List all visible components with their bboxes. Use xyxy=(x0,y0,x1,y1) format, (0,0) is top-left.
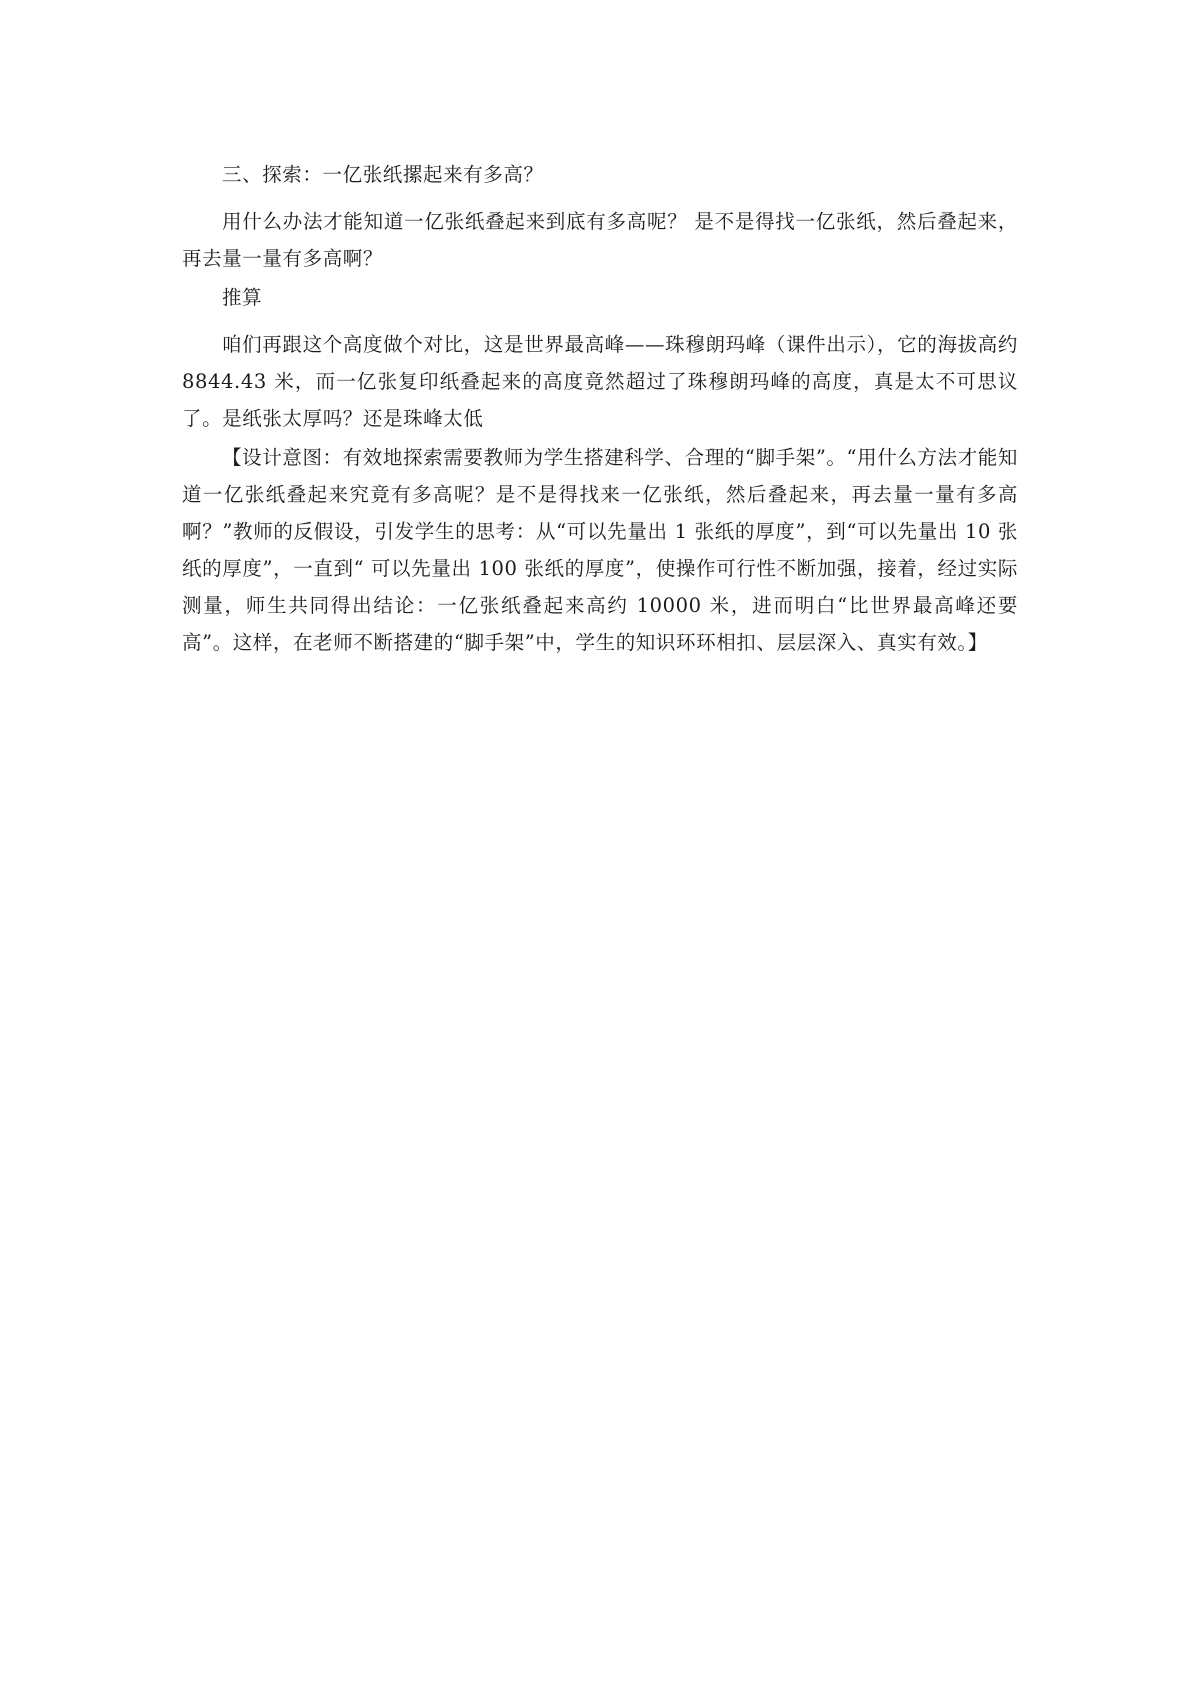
paragraph-question: 用什么办法才能知道一亿张纸叠起来到底有多高呢？ 是不是得找一亿张纸，然后叠起来，再去量一量有多高啊？ xyxy=(182,210,1018,270)
paragraph-design-intent: 【设计意图：有效地探索需要教师为学生搭建科学、合理的“脚手架”。“用什么方法才能知道一亿张纸叠起来究竟有多高呢？是不是得找来一亿张纸，然后叠起来，再去量一量有多高啊？”教师的反假设，引发学生的思考：从“可以先量出 1 张纸的厚度”，到“可以先量出 10 张纸的厚度”，一直到“ 可以先量出 100 张纸的厚度”，使操作可行性不断加强，接着，经过实际测量，师生共同得出结论：一亿张纸叠起来高约 10000 米，进而明白“比世界最高峰还要高”。这样，在老师不断搭建的“脚手架”中，学生的知识环环相扣、层层深入、真实有效。】 xyxy=(182,446,1018,654)
document-body xyxy=(182,156,1018,663)
paragraph-compare: 咱们再跟这个高度做个对比，这是世界最高峰——珠穆朗玛峰（课件出示），它的海拔高约 8844.43 米，而一亿张复印纸叠起来的高度竟然超过了珠穆朗玛峰的高度，真是太不可思议了。是纸张太厚吗？还是珠峰太低 xyxy=(182,333,1018,430)
section-heading: 三、探索：一亿张纸摞起来有多高？ xyxy=(222,163,544,186)
subheading-estimate: 推算 xyxy=(222,286,263,309)
